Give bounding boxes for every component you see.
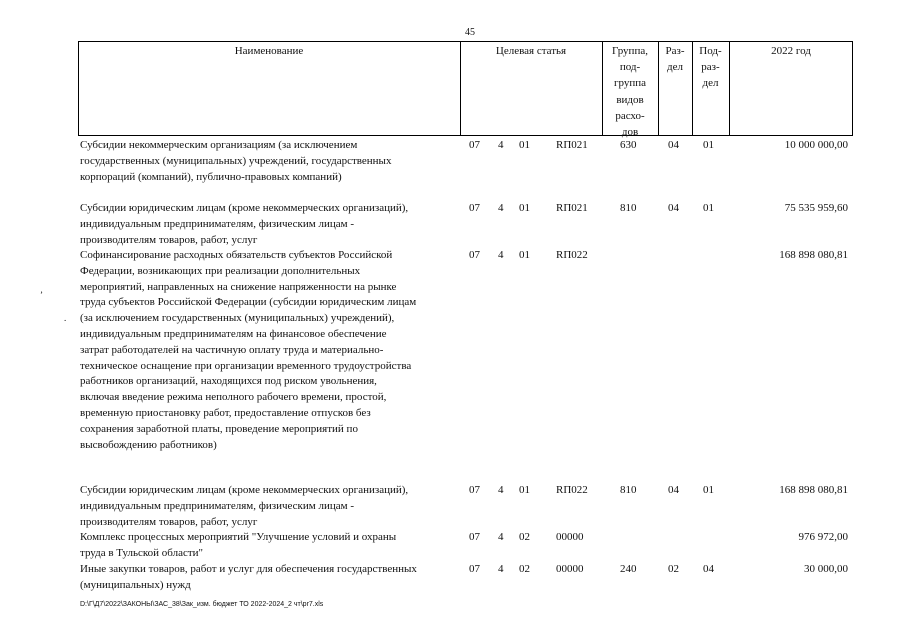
- subsection: 01: [703, 139, 714, 151]
- code-event: 01: [519, 249, 530, 261]
- name-line: корпораций (компаний), публично-правовых компаний): [80, 170, 342, 183]
- name-line: производителям товаров, работ, услуг: [80, 233, 258, 246]
- name-line: Субсидии некоммерческим организациям (за исключением: [80, 139, 358, 151]
- name-line: индивидуальным предпринимателям, физическим лицам -: [80, 217, 354, 230]
- expense-group: 810: [620, 484, 637, 496]
- name-line: индивидуальным предпринимателям, физическим лицам -: [80, 499, 354, 512]
- row-name: [80, 562, 465, 594]
- name-line: высвобождению работников): [80, 438, 217, 451]
- code-program: 07: [469, 563, 480, 575]
- amount: 30 000,00: [804, 563, 848, 575]
- expense-group: 810: [620, 202, 637, 214]
- name-line: работников организаций, находящихся под риском увольнения,: [80, 375, 377, 388]
- name-line: Софинансирование расходных обязательств субъектов Российской: [80, 249, 393, 261]
- header-year: 2022 год: [771, 45, 811, 57]
- code-direction: 00000: [556, 563, 584, 575]
- subsection: 01: [703, 202, 714, 214]
- section: 04: [668, 202, 679, 214]
- row-name: [80, 530, 465, 562]
- code-event: 01: [519, 484, 530, 496]
- header-line: Под-: [699, 45, 722, 57]
- code-subprogram: 4: [498, 563, 504, 575]
- subsection: 04: [703, 563, 714, 575]
- header-name: Наименование: [234, 45, 304, 57]
- scan-mark: .: [64, 313, 67, 323]
- section: 04: [668, 139, 679, 151]
- code-direction: RП022: [556, 249, 588, 261]
- page-number: 45: [465, 27, 475, 38]
- header-line: раз-: [701, 61, 720, 74]
- name-line: временную приостановку работ, предоставление отпусков без: [80, 406, 371, 419]
- header-expense-group: [602, 43, 658, 140]
- header-line: группа: [613, 77, 647, 90]
- header-line: расхо-: [615, 109, 645, 122]
- header-line: Группа,: [612, 45, 648, 57]
- name-line: Субсидии юридическим лицам (кроме некоммерческих организаций),: [80, 202, 409, 214]
- header-subsection: [692, 43, 729, 92]
- row-name: [80, 483, 465, 530]
- name-line: Федерации, возникающих при реализации дополнительных: [80, 264, 361, 277]
- name-line: Комплекс процессных мероприятий "Улучшение условий и охраны: [80, 531, 397, 543]
- name-line: труда субъектов Российской Федерации (субсидии юридическим лицам: [80, 296, 417, 309]
- code-subprogram: 4: [498, 202, 504, 214]
- code-subprogram: 4: [498, 484, 504, 496]
- name-line: техническое оснащение при организации временного трудоустройства: [80, 359, 412, 372]
- header-line: Раз-: [665, 45, 685, 57]
- name-line: труда в Тульской области": [80, 546, 204, 559]
- name-line: государственных (муниципальных) учреждений, государственных: [80, 154, 392, 167]
- row-name: [80, 248, 465, 453]
- row-name: [80, 201, 465, 248]
- code-subprogram: 4: [498, 139, 504, 151]
- code-subprogram: 4: [498, 531, 504, 543]
- header-line: дел: [667, 61, 683, 74]
- file-path-footer: D:\Г\Д7\2022\ЗАКОНЫ\ЗАС_38\Зак_изм. бюджет ТО 2022-2024_2 чт\pr7.xls: [80, 601, 324, 608]
- name-line: Субсидии юридическим лицам (кроме некоммерческих организаций),: [80, 484, 409, 496]
- code-program: 07: [469, 484, 480, 496]
- amount: 75 535 959,60: [784, 202, 848, 214]
- code-direction: RП021: [556, 202, 588, 214]
- header-line: дел: [702, 77, 719, 90]
- name-line: включая введение режима неполного рабочего времени, простой,: [80, 391, 387, 404]
- code-event: 01: [519, 139, 530, 151]
- header-line: дов: [621, 126, 639, 139]
- section: 04: [668, 484, 679, 496]
- scan-mark: ’: [40, 290, 43, 300]
- amount: 10 000 000,00: [784, 139, 848, 151]
- code-subprogram: 4: [498, 249, 504, 261]
- code-event: 01: [519, 202, 530, 214]
- code-direction: 00000: [556, 531, 584, 543]
- expense-group: 240: [620, 563, 637, 575]
- name-line: производителям товаров, работ, услуг: [80, 515, 258, 528]
- name-line: (муниципальных) нужд: [80, 578, 191, 591]
- code-program: 07: [469, 531, 480, 543]
- name-line: (за исключением государственных (муниципальных) учреждений),: [80, 312, 395, 325]
- code-program: 07: [469, 202, 480, 214]
- code-direction: RП022: [556, 484, 588, 496]
- code-direction: RП021: [556, 139, 588, 151]
- header-line: видов: [616, 93, 644, 106]
- name-line: Иные закупки товаров, работ и услуг для обеспечения государственных: [80, 563, 417, 575]
- section: 02: [668, 563, 679, 575]
- expense-group: 630: [620, 139, 637, 151]
- amount: 168 898 080,81: [779, 484, 848, 496]
- code-program: 07: [469, 139, 480, 151]
- code-event: 02: [519, 563, 530, 575]
- header-target-article: Целевая статья: [495, 45, 567, 57]
- amount: 168 898 080,81: [779, 249, 848, 261]
- subsection: 01: [703, 484, 714, 496]
- name-line: сохранения заработной платы, проведение мероприятий по: [80, 422, 358, 435]
- name-line: индивидуальным предпринимателям на финансовое обеспечение: [80, 327, 387, 340]
- amount: 976 972,00: [798, 531, 848, 543]
- name-line: затрат работодателей на частичную оплату труда и материально-: [80, 343, 384, 356]
- row-name: [80, 138, 465, 185]
- header-line: под-: [619, 61, 641, 74]
- code-event: 02: [519, 531, 530, 543]
- code-program: 07: [469, 249, 480, 261]
- header-section: [658, 43, 692, 75]
- name-line: мероприятий, направленных на снижение напряженности на рынке: [80, 280, 397, 293]
